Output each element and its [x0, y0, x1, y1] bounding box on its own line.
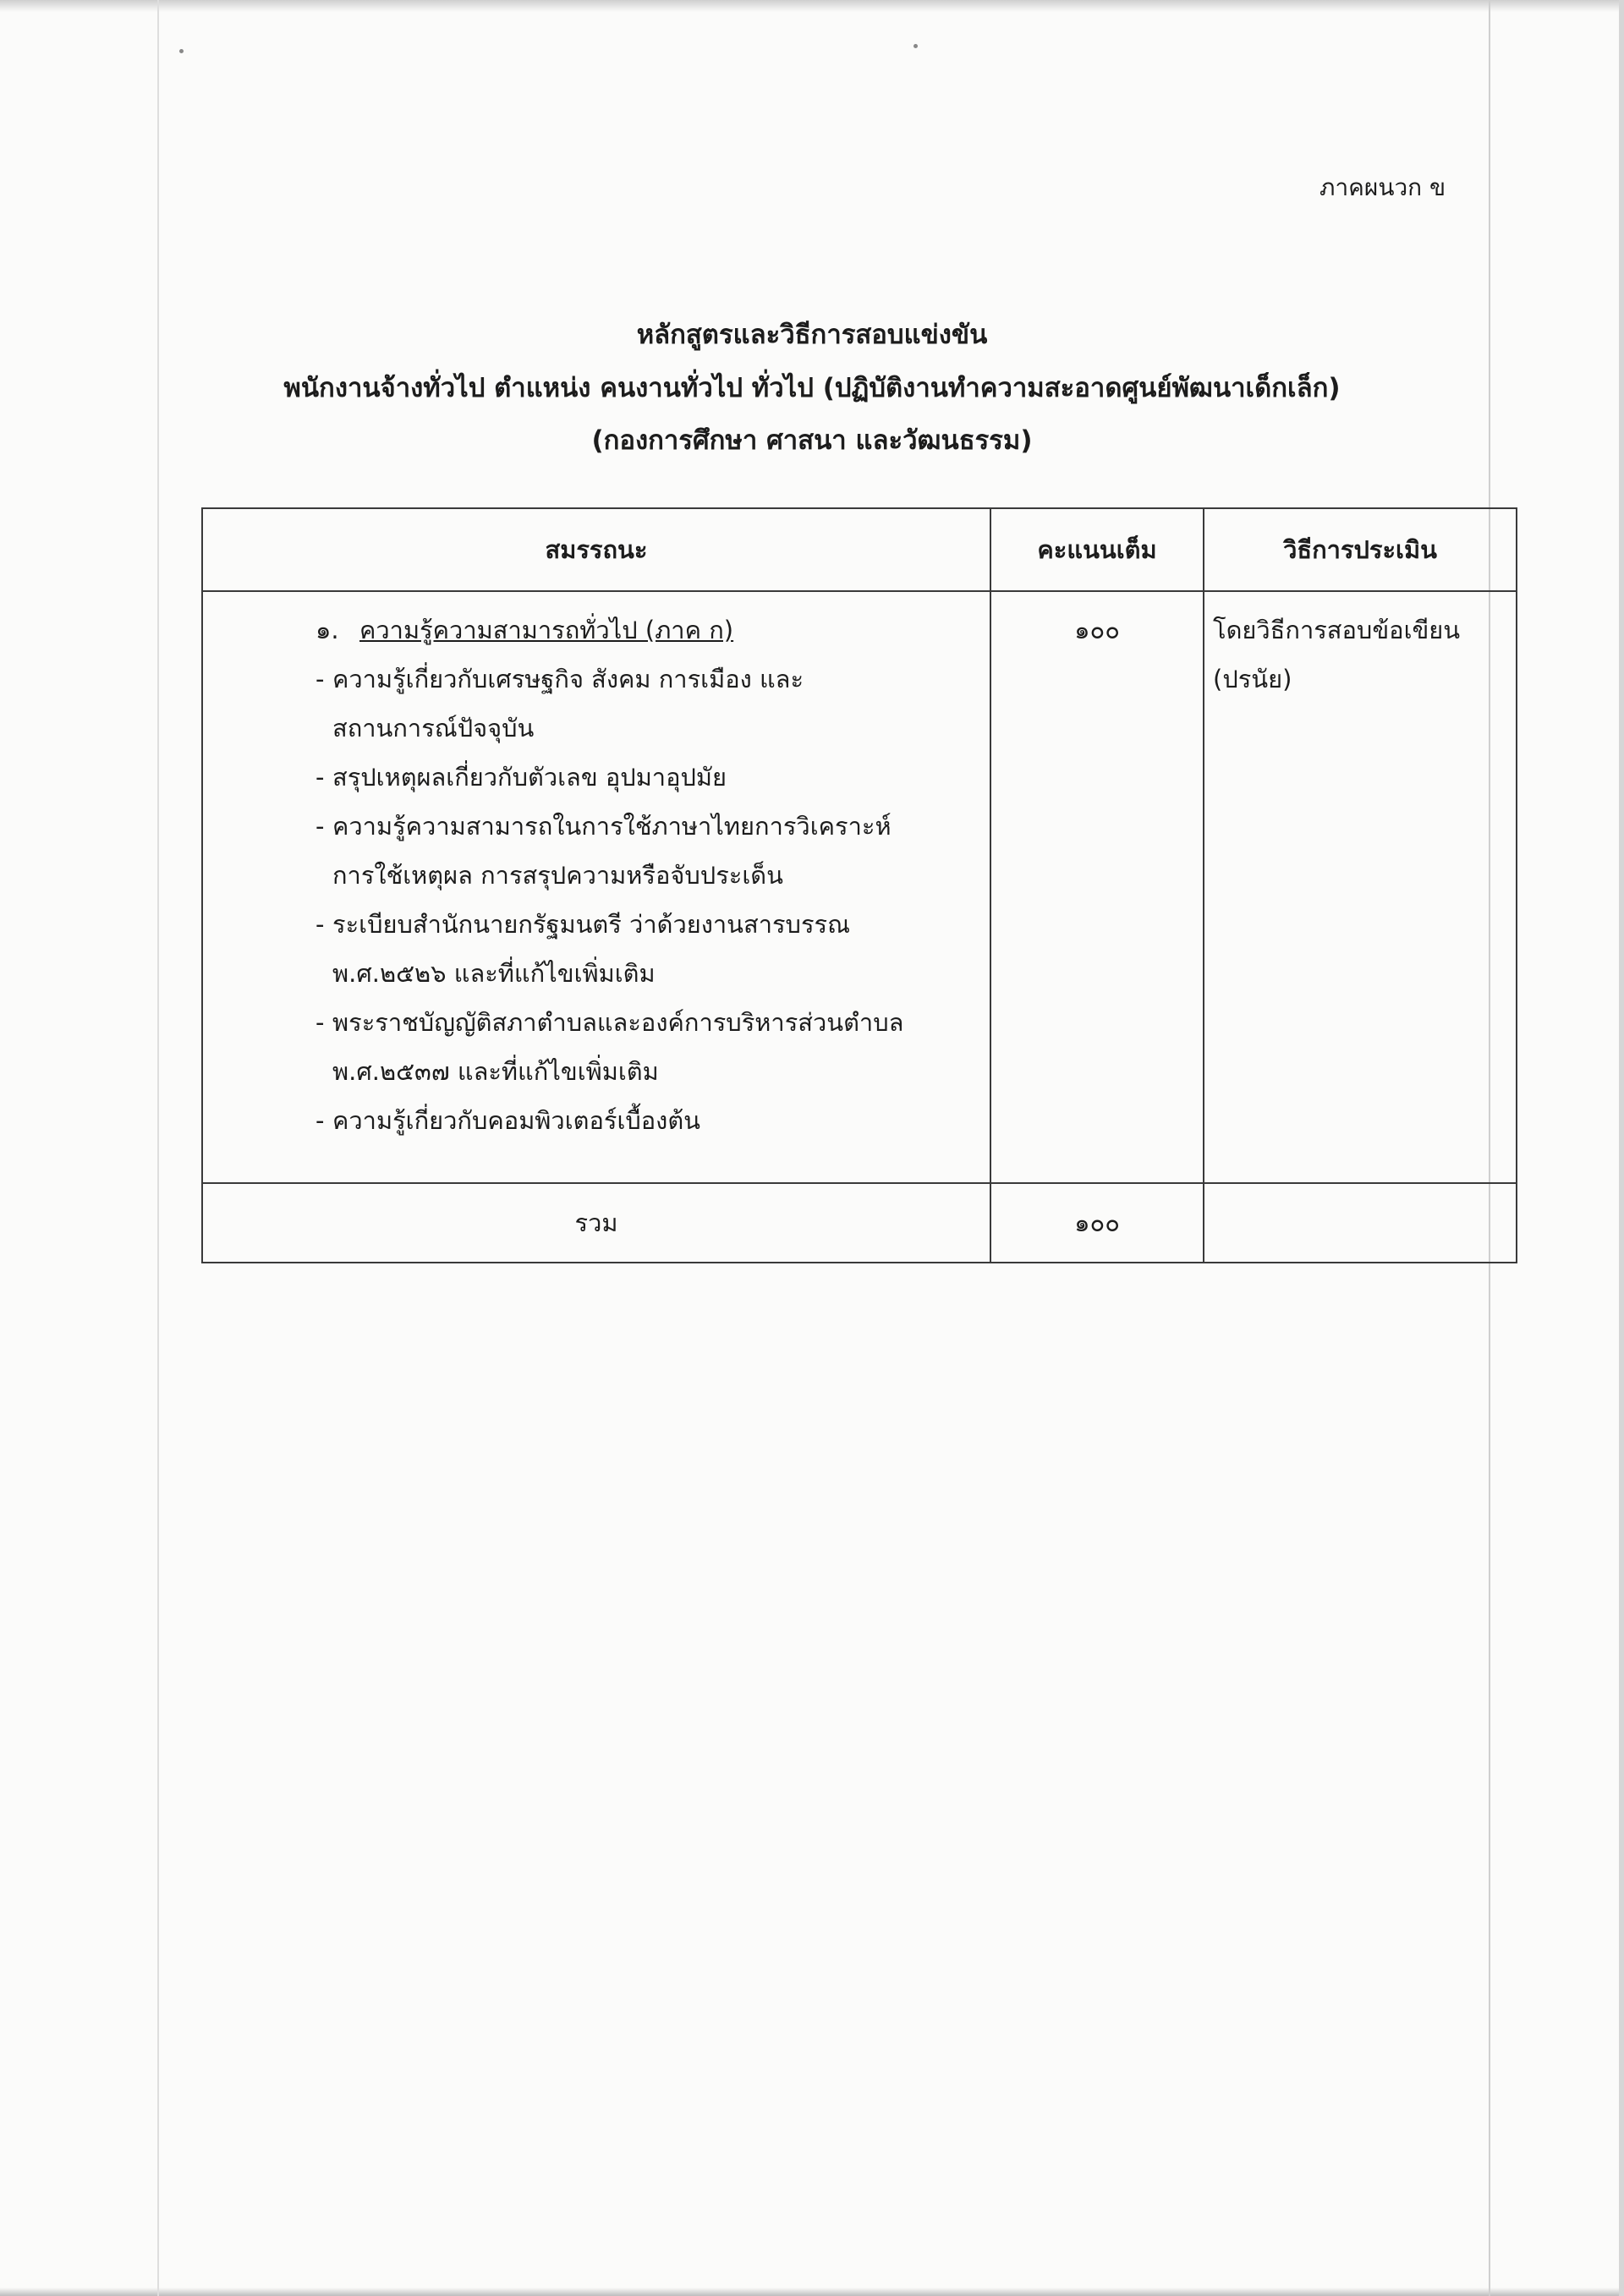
header-method: วิธีการประเมิน	[1204, 508, 1517, 591]
topic-title: ความรู้ความสามารถทั่วไป (ภาค ก)	[359, 616, 734, 644]
bullet-text: ความรู้เกี่ยวกับเศรษฐกิจ สังคม การเมือง และ	[332, 665, 804, 693]
curriculum-table	[201, 507, 1517, 1263]
method-line-1: โดยวิธีการสอบข้อเขียน	[1213, 616, 1461, 644]
topic-heading	[315, 606, 990, 655]
bullet-continuation: พ.ศ.๒๕๓๗ และที่แก้ไขเพิ่มเติม	[332, 1057, 659, 1086]
bullet-text: สรุปเหตุผลเกี่ยวกับตัวเลข อุปมาอุปมัย	[332, 763, 727, 792]
list-item	[315, 900, 990, 949]
bullet-continuation: สถานการณ์ปัจจุบัน	[332, 714, 535, 743]
topic-number: ๑.	[315, 616, 339, 644]
method-line-2: (ปรนัย)	[1213, 665, 1292, 693]
bullet-text: ความรู้ความสามารถในการใช้ภาษาไทยการวิเคราะห์	[332, 812, 892, 841]
total-label: รวม	[202, 1183, 990, 1263]
total-method	[1204, 1183, 1517, 1263]
bullet-text: พระราชบัญญัติสภาตำบลและองค์การบริหารส่วนตำบล	[332, 1008, 904, 1037]
scan-top-edge	[0, 0, 1624, 12]
scan-speck	[914, 44, 918, 48]
bullet-dash: -	[315, 910, 325, 939]
bullet-dash: -	[315, 812, 325, 841]
scan-bottom-edge	[0, 2288, 1624, 2296]
scan-speck	[179, 49, 184, 53]
list-item	[315, 1096, 990, 1145]
list-item	[315, 753, 990, 802]
table-row	[202, 591, 1517, 1183]
total-row	[202, 1183, 1517, 1263]
competency-bullet-list	[315, 655, 990, 1145]
division-title: (กองการศึกษา ศาสนา และวัฒนธรรม)	[591, 425, 1033, 456]
table-header-row	[202, 508, 1517, 591]
full-score-cell: ๑๐๐	[990, 591, 1204, 1183]
bullet-dash: -	[315, 665, 325, 693]
list-item	[315, 998, 990, 1047]
header-competency: สมรรถนะ	[202, 508, 990, 591]
bullet-continuation: พ.ศ.๒๕๒๖ และที่แก้ไขเพิ่มเติม	[332, 959, 656, 988]
bullet-dash: -	[315, 763, 325, 792]
bullet-continuation: การใช้เหตุผล การสรุปความหรือจับประเด็น	[332, 861, 783, 890]
bullet-dash: -	[315, 1106, 325, 1135]
method-cell	[1204, 591, 1517, 1183]
bullet-dash: -	[315, 1008, 325, 1037]
bullet-text: ระเบียบสำนักนายกรัฐมนตรี ว่าด้วยงานสารบรรณ	[332, 910, 851, 939]
bullet-text: ความรู้เกี่ยวกับคอมพิวเตอร์เบื้องต้น	[332, 1106, 700, 1135]
total-score: ๑๐๐	[990, 1183, 1204, 1263]
competency-cell	[202, 591, 990, 1183]
list-item	[315, 655, 990, 704]
header-full-score: คะแนนเต็ม	[990, 508, 1204, 591]
appendix-label: ภาคผนวก ข	[1320, 173, 1446, 201]
document-title: หลักสูตรและวิธีการสอบแข่งขัน	[636, 320, 988, 350]
position-title: พนักงานจ้างทั่วไป ตำแหน่ง คนงานทั่วไป ทั่วไป (ปฏิบัติงานทำความสะอาดศูนย์พัฒนาเด็กเล็ก)	[283, 373, 1341, 403]
list-item	[315, 802, 990, 851]
